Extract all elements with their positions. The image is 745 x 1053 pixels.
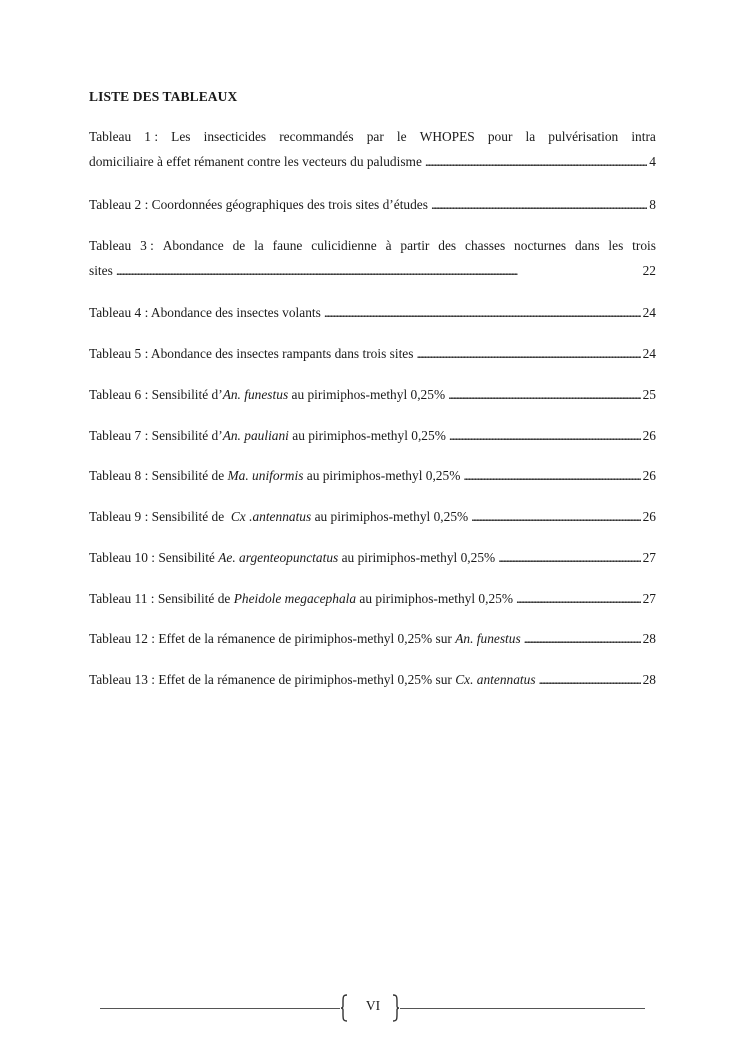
entry-page-number: 28 bbox=[642, 631, 656, 646]
entry-line-2 bbox=[89, 149, 656, 174]
entry-line-1: Tableau 3 : Abondance de la faune culicidienne à partir des chasses nocturnes dans les trois bbox=[89, 238, 656, 253]
entry-page-number: 26 bbox=[642, 509, 656, 524]
dot-leader bbox=[524, 626, 641, 651]
dot-leader bbox=[416, 341, 640, 366]
entry-page-number: 4 bbox=[649, 154, 656, 169]
entry-title: Tableau 7 : Sensibilité d’An. pauliani au pirimiphos-methyl 0,25% bbox=[89, 428, 446, 443]
entry-title: Tableau 9 : Sensibilité de Cx .antennatus au pirimiphos-methyl 0,25% bbox=[89, 509, 469, 524]
footer-rule-right bbox=[400, 1008, 645, 1009]
toc-entry-tableau-9[interactable] bbox=[89, 504, 656, 529]
entry-title: Tableau 2 : Coordonnées géographiques des trois sites d’études bbox=[89, 197, 428, 212]
species-name: An. funestus bbox=[222, 387, 289, 402]
entry-page-number: 22 bbox=[642, 263, 656, 278]
entry-title: Tableau 5 : Abondance des insectes rampants dans trois sites bbox=[89, 346, 414, 361]
entry-title: domiciliaire à effet rémanent contre les vecteurs du paludisme bbox=[89, 154, 422, 169]
toc-entry-tableau-13[interactable] bbox=[89, 667, 656, 692]
entry-title: Tableau 4 : Abondance des insectes volants bbox=[89, 305, 321, 320]
right-brace-icon bbox=[392, 994, 400, 1022]
page-number: VI bbox=[365, 998, 381, 1013]
entry-title: Tableau 11 : Sensibilité de Pheidole megacephala au pirimiphos-methyl 0,25% bbox=[89, 591, 514, 606]
species-name: Cx .antennatus bbox=[230, 509, 312, 524]
dot-leader bbox=[425, 149, 647, 174]
entry-title: Tableau 12 : Effet de la rémanence de pirimiphos-methyl 0,25% sur An. funestus bbox=[89, 631, 521, 646]
toc-entry-tableau-4[interactable] bbox=[89, 300, 656, 325]
entry-title: Tableau 10 : Sensibilité Ae. argenteopunctatus au pirimiphos-methyl 0,25% bbox=[89, 550, 496, 565]
dot-leader bbox=[463, 463, 640, 488]
species-name: Cx. antennatus bbox=[455, 672, 536, 687]
dot-leader bbox=[449, 423, 641, 448]
entry-page-number: 26 bbox=[642, 468, 656, 483]
list-title: LISTE DES TABLEAUX bbox=[89, 89, 238, 104]
dot-leader bbox=[516, 586, 641, 611]
toc-entry-tableau-11[interactable] bbox=[89, 586, 656, 611]
species-name: Ma. uniformis bbox=[227, 468, 304, 483]
species-name: Ae. argenteopunctatus bbox=[218, 550, 339, 565]
entry-page-number: 8 bbox=[649, 197, 656, 212]
entry-title: Tableau 8 : Sensibilité de Ma. uniformis au pirimiphos-methyl 0,25% bbox=[89, 468, 461, 483]
left-brace-icon bbox=[340, 994, 348, 1022]
toc-entry-tableau-10[interactable] bbox=[89, 545, 656, 570]
entry-page-number: 27 bbox=[642, 550, 656, 565]
entry-page-number: 24 bbox=[642, 305, 656, 320]
toc-entry-tableau-5[interactable] bbox=[89, 341, 656, 366]
page-footer bbox=[100, 992, 645, 1026]
dot-leader bbox=[324, 300, 641, 325]
dot-leader bbox=[471, 504, 640, 529]
entry-page-number: 28 bbox=[642, 672, 656, 687]
entry-page-number: 26 bbox=[642, 428, 656, 443]
dot-leader bbox=[448, 382, 641, 407]
entry-line-2 bbox=[89, 258, 656, 283]
entry-title: Tableau 6 : Sensibilité d’An. funestus au pirimiphos-methyl 0,25% bbox=[89, 387, 446, 402]
entry-page-number: 24 bbox=[642, 346, 656, 361]
species-name: An. pauliani bbox=[222, 428, 289, 443]
toc-entry-tableau-6[interactable] bbox=[89, 382, 656, 407]
entry-title: sites bbox=[89, 263, 113, 278]
toc-entry-tableau-1[interactable] bbox=[89, 124, 656, 174]
species-name: Pheidole megacephala bbox=[233, 591, 357, 606]
toc-entry-tableau-8[interactable] bbox=[89, 463, 656, 488]
toc-entry-tableau-2[interactable] bbox=[89, 192, 656, 217]
entry-line-1: Tableau 1 : Les insecticides recommandés par le WHOPES pour la pulvérisation intra bbox=[89, 129, 656, 144]
entry-page-number: 25 bbox=[642, 387, 656, 402]
dot-leader bbox=[539, 667, 641, 692]
dot-leader bbox=[498, 545, 640, 570]
entry-page-number: 27 bbox=[642, 591, 656, 606]
toc-entry-tableau-3[interactable] bbox=[89, 233, 656, 283]
toc-entry-tableau-12[interactable] bbox=[89, 626, 656, 651]
entry-title: Tableau 13 : Effet de la rémanence de pirimiphos-methyl 0,25% sur Cx. antennatus bbox=[89, 672, 536, 687]
dot-leader bbox=[431, 192, 647, 217]
dot-leader bbox=[116, 258, 641, 283]
footer-rule-left bbox=[100, 1008, 340, 1009]
species-name: An. funestus bbox=[455, 631, 521, 646]
toc-entry-tableau-7[interactable] bbox=[89, 423, 656, 448]
